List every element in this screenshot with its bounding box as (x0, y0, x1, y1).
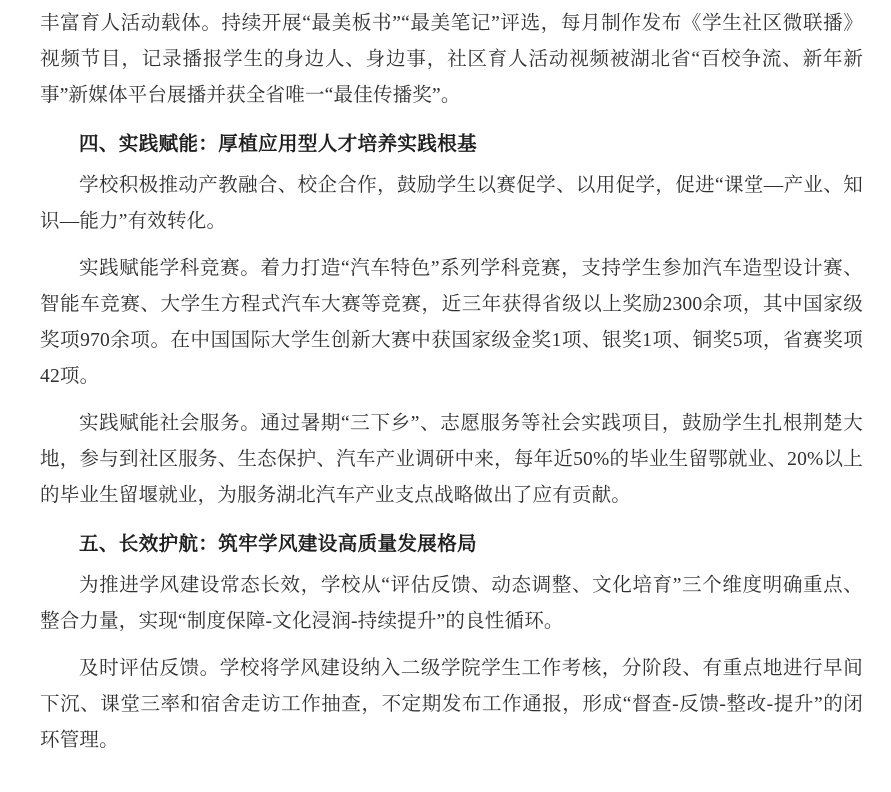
paragraph-social-service: 实践赋能社会服务。通过暑期“三下乡”、志愿服务等社会实践项目，鼓励学生扎根荆楚大地，参与到社区服务、生态保护、汽车产业调研中来，每年近50%的毕业生留鄂就业、20%以上的毕业生留堰就业，为服务湖北汽车产业支点战略做出了应有贡献。 (40, 413, 863, 506)
paragraph-academic-competitions: 实践赋能学科竞赛。着力打造“汽车特色”系列学科竞赛，支持学生参加汽车造型设计赛、智能车竞赛、大学生方程式汽车大赛等竞赛，近三年获得省级以上奖励2300余项，其中国家级奖项970余项。在中国国际大学生创新大赛中获国家级金奖1项、银奖1项、铜奖5项，省赛奖项42项。 (40, 258, 863, 387)
section-heading-four: 四、实践赋能：厚植应用型人才培养实践根基 (79, 133, 478, 155)
section-heading-five: 五、长效护航：筑牢学风建设高质量发展格局 (79, 533, 478, 555)
paragraph-industry-education: 学校积极推动产教融合、校企合作，鼓励学生以赛促学、以用促学，促进“课堂—产业、知识—能力”有效转化。 (40, 175, 863, 232)
paragraph-study-style-system: 为推进学风建设常态长效，学校从“评估反馈、动态调整、文化培育”三个维度明确重点、整合力量，实现“制度保障-文化浸润-持续提升”的良性循环。 (40, 575, 863, 632)
paragraph-evaluation-feedback: 及时评估反馈。学校将学风建设纳入二级学院学生工作考核，分阶段、有重点地进行早间下沉、课堂三率和宿舍走访工作抽查，不定期发布工作通报，形成“督查-反馈-整改-提升”的闭环管理。 (40, 658, 863, 751)
paragraph-intro: 丰富育人活动载体。持续开展“最美板书”“最美笔记”评选，每月制作发布《学生社区微联播》视频节目，记录播报学生的身边人、身边事，社区育人活动视频被湖北省“百校争流、新年新事”新媒体平台展播并获全省唯一“最佳传播奖”。 (40, 13, 863, 106)
